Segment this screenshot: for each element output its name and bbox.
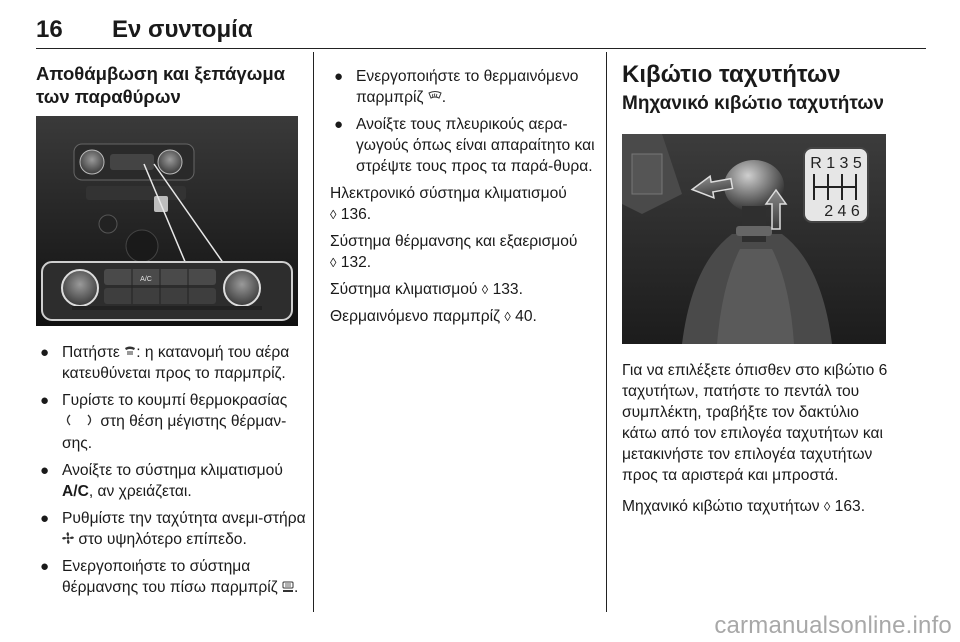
bullet-windshield-airflow: ● Πατήστε : η κατανομή του αέρα κατευθύνεται προς το παρμπρίζ.: [40, 344, 290, 383]
ref-text: Σύστημα θέρμανσης και εξαερισμού: [330, 233, 578, 251]
header-rule: [36, 48, 926, 49]
shift-pattern-bottom: 2 4 6: [824, 203, 860, 220]
bullet-ac: ● Ανοίξτε το σύστημα κλιματισμού A/C, αν χρειάζεται.: [40, 461, 283, 500]
ref-page: 40.: [515, 308, 537, 326]
middle-column: [330, 66, 598, 333]
ref-air-conditioning[interactable]: [330, 279, 598, 300]
bullet-text-cont: στο υψηλότερο επίπεδο.: [74, 530, 247, 548]
section-heading-gearbox: Κιβώτιο ταχυτήτων: [622, 61, 841, 88]
column-divider-1: [313, 52, 314, 612]
right-body: [622, 360, 890, 523]
ref-page: 132.: [340, 254, 372, 272]
bullet-text: Πατήστε: [62, 344, 125, 361]
page-ref-arrow-icon: ◊: [823, 499, 831, 514]
bullet-text-cont: στη θέση μέγιστης θέρμαν-σης.: [62, 413, 287, 452]
bullet-text: Ανοίξτε το σύστημα κλιματισμού: [62, 461, 283, 479]
bullet-rear-window: ● Ενεργοποιήστε το σύστημα θέρμανσης του πίσω παρμπρίζ .: [36, 556, 306, 598]
cross-references: [330, 183, 598, 327]
right-column: [622, 61, 890, 114]
ref-text: Μηχανικό κιβώτιο ταχυτήτων: [622, 498, 820, 515]
climate-control-photo: [36, 116, 298, 326]
page-ref-arrow-icon: ◊: [330, 255, 337, 271]
ref-page: 133.: [492, 281, 523, 299]
ref-electronic-climate[interactable]: [330, 183, 598, 225]
ref-heated-windshield[interactable]: [330, 306, 598, 327]
page-header: [36, 4, 926, 48]
chapter-title: Εν συντομία: [112, 16, 253, 43]
rear-window-heat-icon: [282, 578, 294, 599]
ref-text: Θερμαινόμενο παρμπρίζ: [330, 308, 501, 326]
bullet-temperature-knob: ● Γυρίστε το κουμπί θερμοκρασίας στη θέση μέγιστης θέρμαν-σης.: [40, 392, 288, 452]
column-divider-2: [606, 52, 607, 612]
bullet-heated-windshield: ● Ενεργοποιήστε το θερμαινόμενο παρμπρίζ .: [330, 66, 598, 108]
page-ref-arrow-icon: ◊: [330, 207, 337, 223]
bullet-text-cont: .: [441, 89, 447, 106]
shift-pattern-top: R 1 3 5: [810, 155, 862, 172]
bullet-text: Ενεργοποιήστε το σύστημα θέρμανσης του πίσω παρμπρίζ: [62, 558, 282, 597]
gear-shift-photo: [622, 134, 886, 344]
bullet-fan-speed: ● Ρυθμίστε την ταχύτητα ανεμι-στήρα στο υψηλότερο επίπεδο.: [36, 508, 306, 550]
ref-manual-gearbox[interactable]: [622, 496, 890, 517]
bullet-text: Γυρίστε το κουμπί θερμοκρασίας: [62, 392, 288, 410]
ref-heating-ventilation[interactable]: [330, 231, 598, 273]
left-bullet-list: [36, 342, 306, 605]
reverse-gear-instructions: Για να επιλέξετε όπισθεν στο κιβώτιο 6 ταχυτήτων, πατήστε το πεντάλ του συμπλέκτη, τραβήξτε τον δακτύλιο κάτω από τον επιλογέα ταχυτήτων και μετακινήστε τον επιλογέα ταχυτήτων προς τα αριστερά και μπροστά.: [622, 362, 888, 484]
bullet-text: Ρυθμίστε την ταχύτητα ανεμι-στήρα: [62, 509, 306, 527]
page-ref-arrow-icon: ◊: [504, 309, 511, 325]
section-heading-defrost: Αποθάμβωση και ξεπάγωμα των παραθύρων: [36, 63, 286, 107]
page-ref-arrow-icon: ◊: [481, 282, 489, 298]
bullet-text: Ενεργοποιήστε το θερμαινόμενο παρμπρίζ: [356, 68, 579, 106]
ref-page: 136.: [340, 206, 372, 224]
bullet-side-vents: ● Ανοίξτε τους πλευρικούς αερα-γωγούς όπως είναι απαραίτητο και στρέψτε τους προς τα παρά-θυρα.: [334, 116, 595, 176]
ref-page: 163.: [834, 498, 866, 515]
ref-text: Σύστημα κλιματισμού: [330, 281, 478, 299]
subheading-manual-gearbox: Μηχανικό κιβώτιο ταχυτήτων: [622, 93, 884, 114]
fan-icon: [62, 529, 74, 550]
heated-windshield-icon: [428, 87, 442, 108]
ac-button-label: A/C: [140, 276, 152, 283]
bullet-text-cont: .: [293, 579, 299, 597]
ac-label: A/C: [62, 482, 89, 500]
bullet-text-cont: , αν χρειάζεται.: [88, 482, 192, 500]
ref-text: Ηλεκτρονικό σύστημα κλιματισμού: [330, 185, 567, 203]
windshield-airflow-icon: [124, 342, 136, 363]
watermark: carmanualsonline.info: [714, 612, 952, 639]
left-column: [36, 62, 304, 108]
bullet-text-cont: : η κατανομή του αέρα κατευθύνεται προς το παρμπρίζ.: [62, 344, 290, 383]
bullet-text: Ανοίξτε τους πλευρικούς αερα-γωγούς όπως είναι απαραίτητο και στρέψτε τους προς τα παρά-θυρα.: [356, 116, 595, 176]
temperature-arcs-icon: [62, 412, 96, 433]
page-number: 16: [36, 16, 63, 43]
